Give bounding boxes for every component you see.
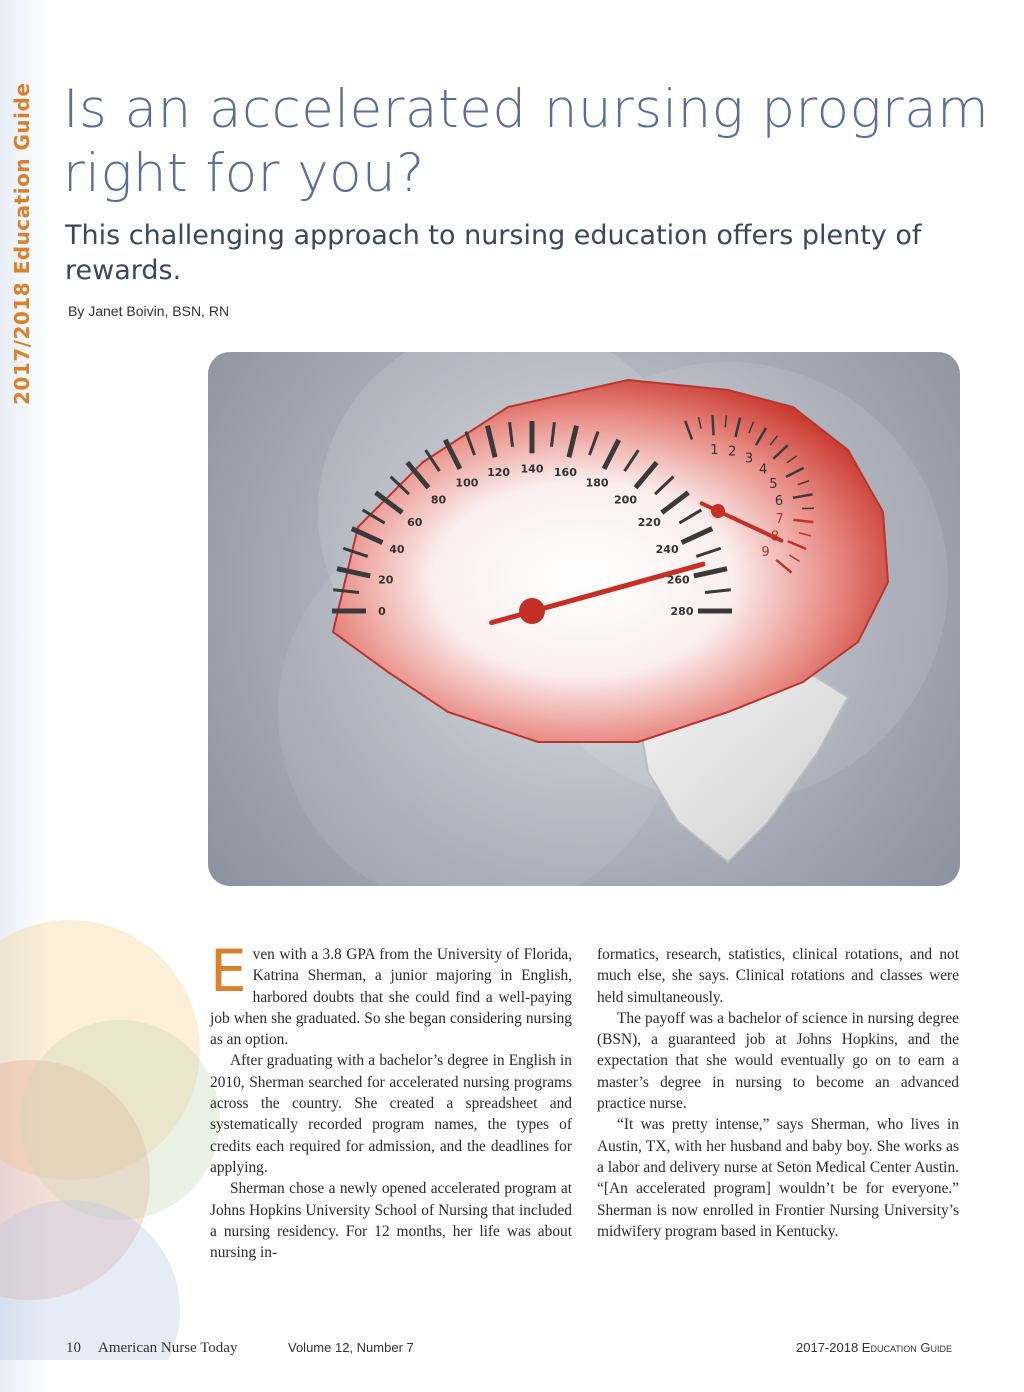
- decorative-circles: [0, 900, 230, 1360]
- speed-label: 20: [378, 573, 394, 587]
- section-label: 2017/2018 Education Guide: [10, 82, 34, 405]
- page-number: 10: [66, 1340, 81, 1356]
- drop-cap: E: [210, 937, 247, 1005]
- speed-label: 260: [666, 573, 690, 587]
- rpm-label: 1: [710, 443, 719, 459]
- speed-label: 120: [487, 466, 511, 480]
- article-title: Is an accelerated nursing program right for you?: [63, 79, 990, 204]
- rpm-tick: [712, 415, 713, 435]
- paragraph: formatics, research, statistics, clinical rotations, and not much else, she says. Clinical rotations and classes were held simultaneously.: [597, 946, 959, 1006]
- guide-name: 2017-2018 Education Guide: [796, 1340, 953, 1355]
- speed-label: 180: [585, 476, 609, 490]
- paragraph: Sherman chose a newly opened accelerated program at Johns Hopkins University School of Nursing that included a nursing residency. For 12 months, her life was about nursing in-: [210, 1180, 572, 1262]
- paragraph: After graduating with a bachelor’s degree in English in 2010, Sherman searched for accelerated nursing programs across the country. She created a spreadsheet and systematically recorded program names, the types of credits each required for admission, and the deadlines for applying.: [210, 1052, 572, 1176]
- rpm-label: 5: [769, 477, 778, 493]
- brain-speedometer-illustration: [208, 352, 960, 886]
- brain-gauge-graphic: [208, 352, 960, 886]
- speed-label: 140: [520, 462, 544, 476]
- article-subtitle: This challenging approach to nursing education offers plenty of rewards.: [65, 220, 922, 286]
- rpm-label: 9: [761, 544, 770, 560]
- speed-label: 40: [389, 543, 405, 557]
- article-column-1: [210, 937, 572, 1263]
- speed-label: 240: [655, 543, 679, 557]
- magazine-name: American Nurse Today: [98, 1340, 238, 1356]
- speed-label: 200: [614, 493, 638, 507]
- speed-label: 160: [553, 466, 577, 480]
- volume-info: Volume 12, Number 7: [288, 1340, 414, 1355]
- speed-label: 80: [430, 493, 447, 507]
- rpm-label: 7: [775, 512, 784, 528]
- rpm-label: 3: [744, 451, 754, 467]
- speed-needle-hub: [519, 598, 545, 624]
- rpm-label: 4: [758, 462, 768, 478]
- rpm-label: 2: [728, 444, 737, 460]
- speed-label: 220: [637, 516, 661, 530]
- paragraph-text: ven with a 3.8 GPA from the University of Florida, Katrina Sherman, a junior majoring in English, harbored doubts that she could find a well-paying job when she graduated. So she began considering nursing as an option.: [210, 946, 572, 1049]
- rpm-needle-hub: [711, 504, 725, 518]
- paragraph: “It was pretty intense,” says Sherman, who lives in Austin, TX, with her husband and baby boy. She works as a labor and delivery nurse at Seton Medical Center Austin. “[An accelerated program] wouldn’t be for everyone.” Sherman is now enrolled in Frontier Nursing University’s midwifery program based in Kentucky.: [597, 1116, 959, 1240]
- article-column-2: [597, 944, 959, 1242]
- rpm-tick: [725, 415, 726, 427]
- byline: By Janet Boivin, BSN, RN: [68, 303, 230, 319]
- speed-label: 100: [455, 476, 479, 490]
- paragraph: [210, 937, 572, 1050]
- rpm-label: 6: [774, 494, 784, 510]
- speed-label: 0: [378, 605, 386, 618]
- speed-label: 280: [670, 605, 694, 618]
- speed-label: 60: [407, 516, 423, 530]
- paragraph: The payoff was a bachelor of science in nursing degree (BSN), a guaranteed job at Johns Hopkins, and the expectation that she would eventually go on to earn a master’s degree in nursing to become an advanced practice nurse.: [597, 1009, 959, 1113]
